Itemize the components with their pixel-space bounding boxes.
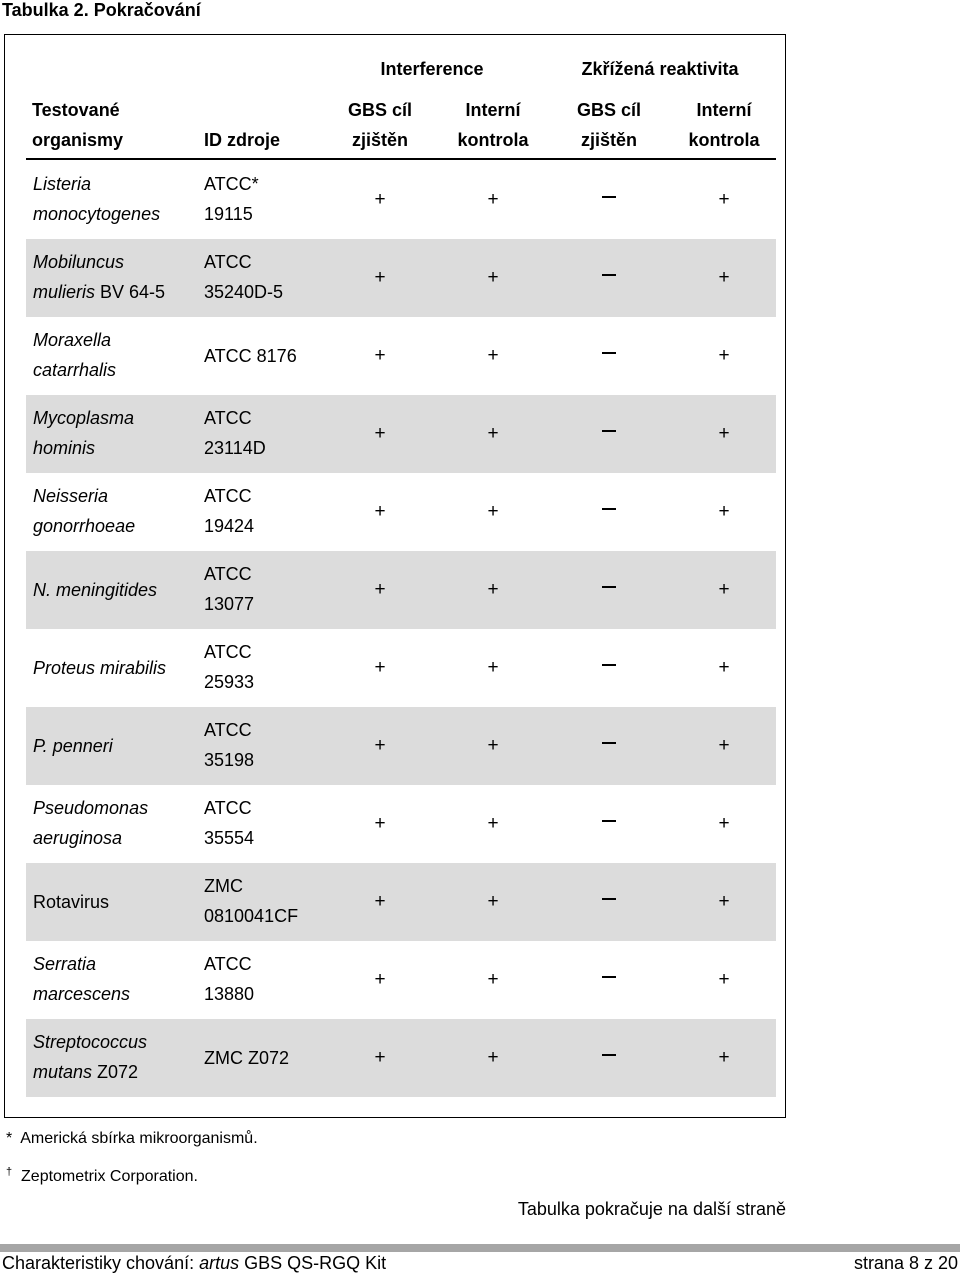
organism-name-line2 (33, 433, 95, 463)
source-id-line2: 23114D (204, 438, 266, 458)
col-header-gbs-detected-2-line2: zjištěn (580, 130, 638, 150)
source-id-line1: ZMC (204, 876, 243, 896)
source-id-line2: 35198 (204, 750, 255, 770)
result-cross-gbs-negative (602, 1054, 616, 1056)
result-cross-gbs-negative (602, 352, 616, 354)
result-cross-internal-control: + (718, 579, 730, 600)
result-interference-internal-control: + (487, 657, 499, 678)
result-cross-internal-control: + (718, 969, 730, 990)
col-header-organisms-line1: Testované (32, 100, 120, 120)
header-rule (26, 158, 776, 160)
result-interference-gbs: + (374, 579, 386, 600)
result-cross-internal-control: + (718, 1047, 730, 1068)
source-id-line1: ATCC (204, 564, 252, 584)
source-id-line1: ATCC* (204, 174, 259, 194)
col-header-gbs-detected-1-line1: GBS cíl (347, 100, 413, 120)
organism-name-line1: Serratia (33, 954, 97, 974)
organism-name-line1: Listeria (33, 174, 92, 194)
footer-title-suffix: GBS QS-RGQ Kit (239, 1253, 387, 1273)
result-interference-gbs: + (374, 423, 386, 444)
result-interference-internal-control: + (487, 579, 499, 600)
result-cross-internal-control: + (718, 423, 730, 444)
source-id-line2: 0810041CF (204, 906, 299, 926)
organism-name-line2 (33, 277, 165, 307)
organism-name-line2 (33, 1057, 138, 1087)
footer-title-italic: artus (199, 1253, 240, 1273)
col-header-source-id: ID zdroje (204, 130, 281, 150)
table-row (26, 1019, 776, 1097)
organism-species: monocytogenes (33, 204, 161, 224)
organism-name-line2 (33, 979, 130, 1009)
result-interference-gbs: + (374, 267, 386, 288)
footnote-star (6, 1130, 258, 1148)
col-header-internal-control-1-line2: kontrola (457, 130, 529, 150)
organism-name-line1: Neisseria (33, 486, 109, 506)
table-row (26, 473, 776, 551)
result-interference-internal-control: + (487, 969, 499, 990)
organism-strain: BV 64-5 (95, 282, 166, 302)
organism-name-line2 (33, 823, 122, 853)
organism-name-line1: Mycoplasma (33, 408, 135, 428)
table-continues-note: Tabulka pokračuje na další straně (517, 1199, 786, 1219)
result-cross-internal-control: + (718, 345, 730, 366)
source-id-line2: 35554 (204, 828, 255, 848)
footnote-dagger-text: Zeptometrix Corporation. (21, 1168, 198, 1185)
organism-name: Proteus mirabilis (33, 658, 167, 678)
source-id-line1: ATCC (204, 408, 252, 428)
result-cross-gbs-negative (602, 664, 616, 666)
result-interference-internal-control: + (487, 501, 499, 522)
group-header-cross-reactivity: Zkřížená reaktivita (581, 59, 739, 79)
result-interference-internal-control: + (487, 1047, 499, 1068)
result-interference-gbs: + (374, 969, 386, 990)
organism-name-line2 (33, 511, 135, 541)
organism-strain: Z072 (92, 1062, 139, 1082)
organism-name-line1: Pseudomonas (33, 798, 149, 818)
result-cross-internal-control: + (718, 735, 730, 756)
table-row (26, 785, 776, 863)
result-cross-gbs-negative (602, 976, 616, 978)
footer-bar (0, 1244, 960, 1252)
organism-species: aeruginosa (33, 828, 123, 848)
table-row (26, 941, 776, 1019)
organism-name-line1: Moraxella (33, 330, 112, 350)
result-cross-gbs-negative (602, 742, 616, 744)
source-id: ZMC Z072 (204, 1048, 290, 1068)
table-row (26, 629, 776, 707)
result-cross-gbs-negative (602, 586, 616, 588)
organism-name: P. penneri (33, 736, 113, 756)
result-interference-gbs: + (374, 189, 386, 210)
source-id-line1: ATCC (204, 252, 252, 272)
source-id-line1: ATCC (204, 954, 252, 974)
result-interference-gbs: + (374, 345, 386, 366)
col-header-organisms-line2: organismy (32, 130, 124, 150)
source-id-line2: 25933 (204, 672, 255, 692)
footnote-star-mark: * (6, 1130, 13, 1147)
result-interference-gbs: + (374, 501, 386, 522)
organism-species: catarrhalis (33, 360, 117, 380)
result-cross-gbs-negative (602, 196, 616, 198)
result-interference-internal-control: + (487, 189, 499, 210)
col-header-gbs-detected-1-line2: zjištěn (351, 130, 409, 150)
result-interference-internal-control: + (487, 735, 499, 756)
result-interference-gbs: + (374, 657, 386, 678)
result-cross-internal-control: + (718, 189, 730, 210)
table-row (26, 707, 776, 785)
organism-name-line1: Mobiluncus (33, 252, 125, 272)
col-header-internal-control-1-line1: Interní (465, 100, 521, 120)
footnote-dagger-mark: † (6, 1166, 13, 1178)
footer-title (2, 1253, 386, 1274)
source-id-line2: 19115 (204, 204, 253, 224)
table-row (26, 395, 776, 473)
organism-name-line2 (33, 199, 160, 229)
organism-species: marcescens (33, 984, 131, 1004)
col-header-gbs-detected-2-line1: GBS cíl (576, 100, 642, 120)
table-row (26, 863, 776, 941)
organism-species: gonorrhoeae (33, 516, 136, 536)
footnote-dagger (6, 1166, 198, 1186)
result-interference-internal-control: + (487, 813, 499, 834)
footnote-star-text: Americká sbírka mikroorganismů. (20, 1130, 258, 1147)
table-row (26, 161, 776, 239)
result-cross-internal-control: + (718, 813, 730, 834)
organism-name-line2 (33, 355, 116, 385)
table-row (26, 317, 776, 395)
organism-species: hominis (33, 438, 96, 458)
source-id-line1: ATCC (204, 486, 252, 506)
col-header-internal-control-2-line2: kontrola (688, 130, 760, 150)
result-interference-gbs: + (374, 813, 386, 834)
footer-page-number: strana 8 z 20 (853, 1253, 958, 1273)
organism-species: mutans (33, 1062, 93, 1082)
result-cross-gbs-negative (602, 430, 616, 432)
result-cross-internal-control: + (718, 657, 730, 678)
table-row (26, 239, 776, 317)
result-interference-internal-control: + (487, 267, 499, 288)
result-interference-internal-control: + (487, 423, 499, 444)
source-id-line2: 19424 (204, 516, 255, 536)
source-id-line2: 35240D-5 (204, 282, 284, 302)
table-row (26, 551, 776, 629)
result-interference-internal-control: + (487, 891, 499, 912)
result-interference-gbs: + (374, 735, 386, 756)
result-cross-gbs-negative (602, 274, 616, 276)
organism-name: N. meningitides (33, 580, 158, 600)
result-interference-gbs: + (374, 891, 386, 912)
source-id-line2: 13077 (204, 594, 255, 614)
organism-species: mulieris (33, 282, 96, 302)
source-id-line1: ATCC (204, 642, 252, 662)
source-id-line1: ATCC (204, 798, 252, 818)
footer-title-prefix: Charakteristiky chování: (2, 1253, 200, 1273)
result-interference-internal-control: + (487, 345, 499, 366)
group-header-interference: Interference (380, 59, 484, 79)
result-cross-gbs-negative (602, 820, 616, 822)
result-cross-gbs-negative (602, 508, 616, 510)
source-id-line1: ATCC (204, 720, 252, 740)
result-cross-internal-control: + (718, 891, 730, 912)
source-id-line2: 13880 (204, 984, 255, 1004)
organism-name: Rotavirus (33, 892, 110, 912)
result-cross-internal-control: + (718, 267, 730, 288)
source-id: ATCC 8176 (204, 346, 297, 366)
col-header-internal-control-2-line1: Interní (696, 100, 752, 120)
result-cross-internal-control: + (718, 501, 730, 522)
organism-name-line1: Streptococcus (33, 1032, 148, 1052)
table-caption: Tabulka 2. Pokračování (2, 0, 201, 20)
result-cross-gbs-negative (602, 898, 616, 900)
result-interference-gbs: + (374, 1047, 386, 1068)
